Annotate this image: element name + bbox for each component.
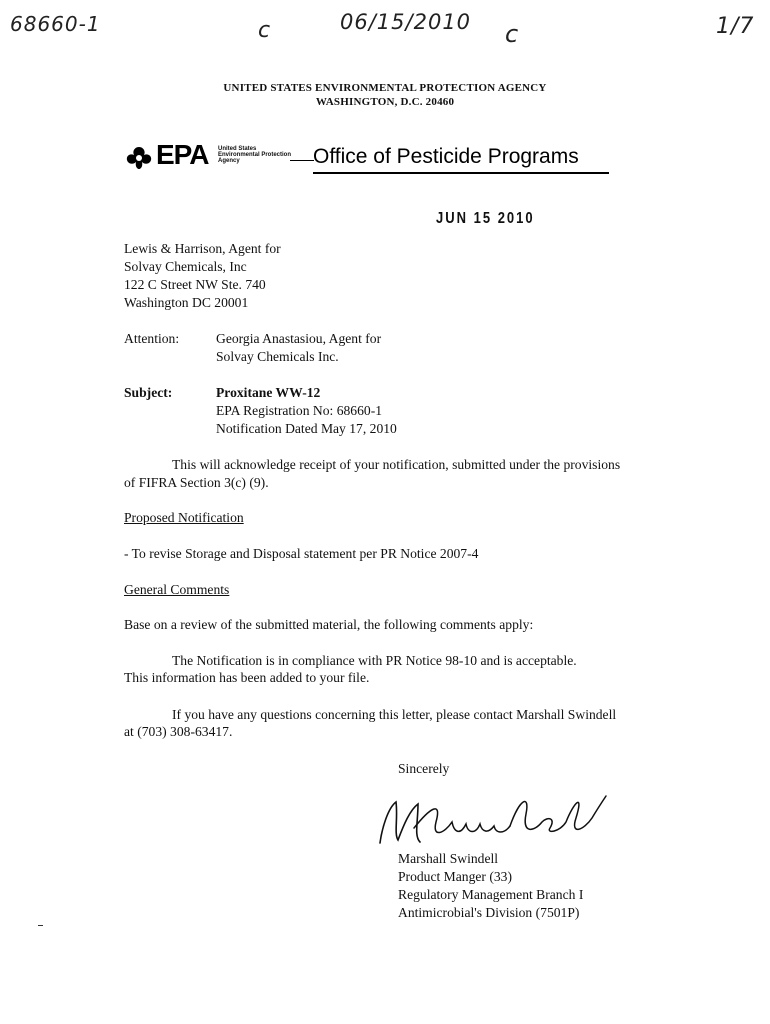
handwritten-page: 1/7 — [716, 14, 755, 39]
handwritten-date: 06/15/2010 — [340, 10, 472, 34]
subject-product: Proxitane WW-12 — [216, 385, 321, 400]
ack-line-1: This will acknowledge receipt of your notification, submitted under the provisions — [172, 457, 621, 472]
addressee-line-3: 122 C Street NW Ste. 740 — [124, 277, 266, 292]
salutation: Sincerely — [398, 761, 450, 776]
proposed-notification-item: - To revise Storage and Disposal statement per PR Notice 2007-4 — [124, 546, 479, 561]
handwritten-mark-left: c — [258, 18, 272, 43]
subject-reg-no: EPA Registration No: 68660-1 — [216, 403, 383, 418]
signatory-title: Product Manger (33) — [398, 869, 513, 884]
epa-flower-icon — [124, 144, 154, 170]
epa-logo-text: EPA — [156, 139, 209, 170]
letterhead-underline — [313, 172, 609, 174]
agency-name: UNITED STATES ENVIRONMENTAL PROTECTION AGENCY — [223, 82, 547, 94]
epa-agency-small-text — [218, 146, 291, 164]
signatory-division: Antimicrobial's Division (7501P) — [398, 905, 580, 920]
attention-block — [216, 330, 381, 366]
review-line: Base on a review of the submitted material, the following comments apply: — [124, 617, 534, 632]
general-comments-heading: General Comments — [124, 582, 230, 597]
attention-label: Attention: — [124, 331, 180, 346]
letterhead-rule-short — [290, 160, 314, 161]
addressee-line-2: Solvay Chemicals, Inc — [124, 259, 247, 274]
addressee-line-4: Washington DC 20001 — [124, 295, 249, 310]
date-stamp: JUN 15 2010 — [436, 208, 535, 227]
attention-line-1: Georgia Anastasiou, Agent for — [216, 331, 382, 346]
compliance-line-1: The Notification is in compliance with PR Notice 98-10 and is acceptable. — [172, 653, 577, 668]
subject-block — [216, 384, 397, 438]
proposed-notification-heading: Proposed Notification — [124, 510, 244, 525]
addressee-line-1: Lewis & Harrison, Agent for — [124, 241, 281, 256]
agency-address: WASHINGTON, D.C. 20460 — [315, 96, 455, 108]
scan-mark — [38, 925, 43, 926]
subject-notification: Notification Dated May 17, 2010 — [216, 421, 397, 436]
subject-label: Subject: — [124, 385, 173, 400]
signatory-branch: Regulatory Management Branch I — [398, 887, 584, 902]
handwritten-reg-ref: 68660-1 — [10, 12, 101, 36]
signature — [370, 788, 610, 858]
epa-small-line-2: Environmental Protection — [218, 152, 292, 158]
signatory-block — [398, 850, 583, 922]
contact-line-1: If you have any questions concerning this letter, please contact Marshall Swindell — [172, 707, 617, 722]
office-title: Office of Pesticide Programs — [313, 145, 579, 168]
handwritten-mark-right: c — [505, 20, 520, 48]
attention-line-2: Solvay Chemicals Inc. — [216, 349, 339, 364]
epa-small-line-1: United States — [218, 146, 257, 152]
signatory-name: Marshall Swindell — [398, 851, 499, 866]
ack-line-2: of FIFRA Section 3(c) (9). — [124, 475, 269, 490]
compliance-line-2: This information has been added to your file. — [124, 670, 370, 685]
epa-small-line-3: Agency — [218, 158, 240, 164]
addressee-block — [124, 240, 281, 312]
contact-line-2: at (703) 308-63417. — [124, 724, 233, 739]
